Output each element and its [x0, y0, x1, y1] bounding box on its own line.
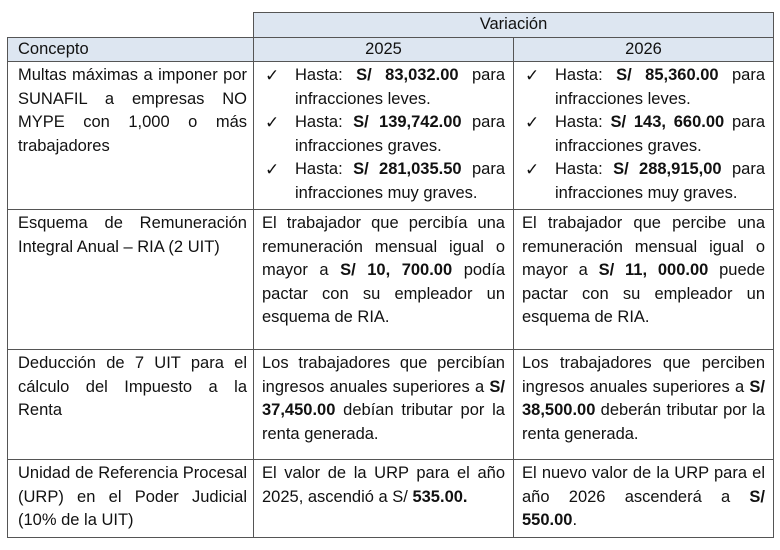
item-text: Hasta:: [555, 113, 611, 131]
concept-cell: Multas máximas a imponer por SUNAFIL a empresas NO MYPE con 1,000 o más trabajadores: [8, 62, 254, 210]
cell-text: puede pactar con su empleador un esquema de RIA.: [522, 261, 766, 326]
cell-2025: [254, 460, 514, 538]
header-concept: Concepto: [8, 37, 254, 62]
check-icon: ✓: [525, 113, 540, 132]
header-variation: Variación: [254, 13, 774, 38]
concept-cell: Unidad de Referencia Procesal (URP) en el Poder Judicial (10% de la UIT): [8, 460, 254, 538]
header-blank-cell: [8, 13, 254, 38]
cell-2026: [514, 460, 774, 538]
cell-2026: [514, 350, 774, 460]
amount: S/ 85,360.00: [616, 66, 719, 84]
amount: S/ 288,915,00: [613, 160, 722, 178]
check-icon: ✓: [265, 113, 280, 132]
item-text: Hasta:: [295, 113, 354, 131]
check-icon: ✓: [265, 66, 280, 85]
check-icon: ✓: [525, 66, 540, 85]
cell-text: El trabajador que percibía una remuneración mensual igual o mayor a: [262, 214, 505, 279]
cell-2025: [254, 350, 514, 460]
list-item: [522, 64, 765, 111]
amount: S/ 38,500.00: [522, 377, 766, 419]
list-item: [522, 111, 765, 158]
item-text: Hasta:: [295, 66, 357, 84]
fines-list-2026: [522, 64, 765, 205]
concept-cell: Esquema de Remuneración Integral Anual – RIA (2 UIT): [8, 210, 254, 350]
check-icon: ✓: [265, 160, 280, 179]
table-row: [8, 350, 774, 460]
table-row: [8, 460, 774, 538]
item-text: para infracciones muy graves.: [555, 160, 766, 202]
amount: S/ 37,450.00: [262, 377, 505, 419]
amount: S/ 83,032.00: [356, 66, 459, 84]
item-text: Hasta:: [295, 160, 354, 178]
cell-text: Los trabajadores que perciben ingresos anuales superiores a: [522, 354, 766, 396]
cell-text: deberán tributar por la renta generada.: [522, 401, 766, 443]
amount: 535.00.: [412, 487, 468, 506]
item-text: Hasta:: [555, 66, 617, 84]
header-2026: 2026: [514, 37, 774, 62]
item-text: para infracciones graves.: [295, 113, 505, 155]
list-item: [262, 158, 505, 205]
cell-2025: [254, 62, 514, 210]
item-text: para infracciones leves.: [555, 66, 766, 108]
cell-text: podía pactar con su empleador un esquema de RIA.: [262, 261, 505, 326]
cell-text: El nuevo valor de la URP para el año 2026 ascenderá a: [522, 464, 766, 506]
cell-text: .: [572, 511, 578, 529]
amount: S/ 550.00: [522, 487, 766, 529]
cell-text: Los trabajadores que percibían ingresos anuales superiores a: [262, 354, 505, 396]
cell-2026: [514, 210, 774, 350]
list-item: [262, 64, 505, 111]
cell-2025: [254, 210, 514, 350]
amount: S/ 143, 660.00: [610, 113, 725, 131]
table-row: [8, 210, 774, 350]
fines-list-2025: [262, 64, 505, 205]
table-row: [8, 62, 774, 210]
item-text: para infracciones muy graves.: [295, 160, 505, 202]
cell-2026: [514, 62, 774, 210]
item-text: Hasta:: [555, 160, 614, 178]
list-item: [522, 158, 765, 205]
amount: S/ 139,742.00: [353, 113, 462, 131]
concept-cell: Deducción de 7 UIT para el cálculo del Impuesto a la Renta: [8, 350, 254, 460]
header-row-variation: [8, 13, 774, 38]
item-text: para infracciones graves.: [555, 113, 766, 155]
amount: S/ 281,035.50: [353, 160, 462, 178]
cell-text: debían tributar por la renta generada.: [262, 401, 505, 443]
check-icon: ✓: [525, 160, 540, 179]
header-2025: 2025: [254, 37, 514, 62]
item-text: para infracciones leves.: [295, 66, 505, 108]
header-row-years: [8, 37, 774, 62]
amount: S/ 11, 000.00: [598, 261, 709, 279]
comparison-table: [7, 12, 774, 538]
cell-text: El trabajador que percibe una remuneración mensual igual o mayor a: [522, 214, 766, 279]
amount: S/ 10, 700.00: [340, 261, 453, 279]
list-item: [262, 111, 505, 158]
cell-text: El valor de la URP para el año 2025, ascendió a S/: [262, 464, 505, 506]
